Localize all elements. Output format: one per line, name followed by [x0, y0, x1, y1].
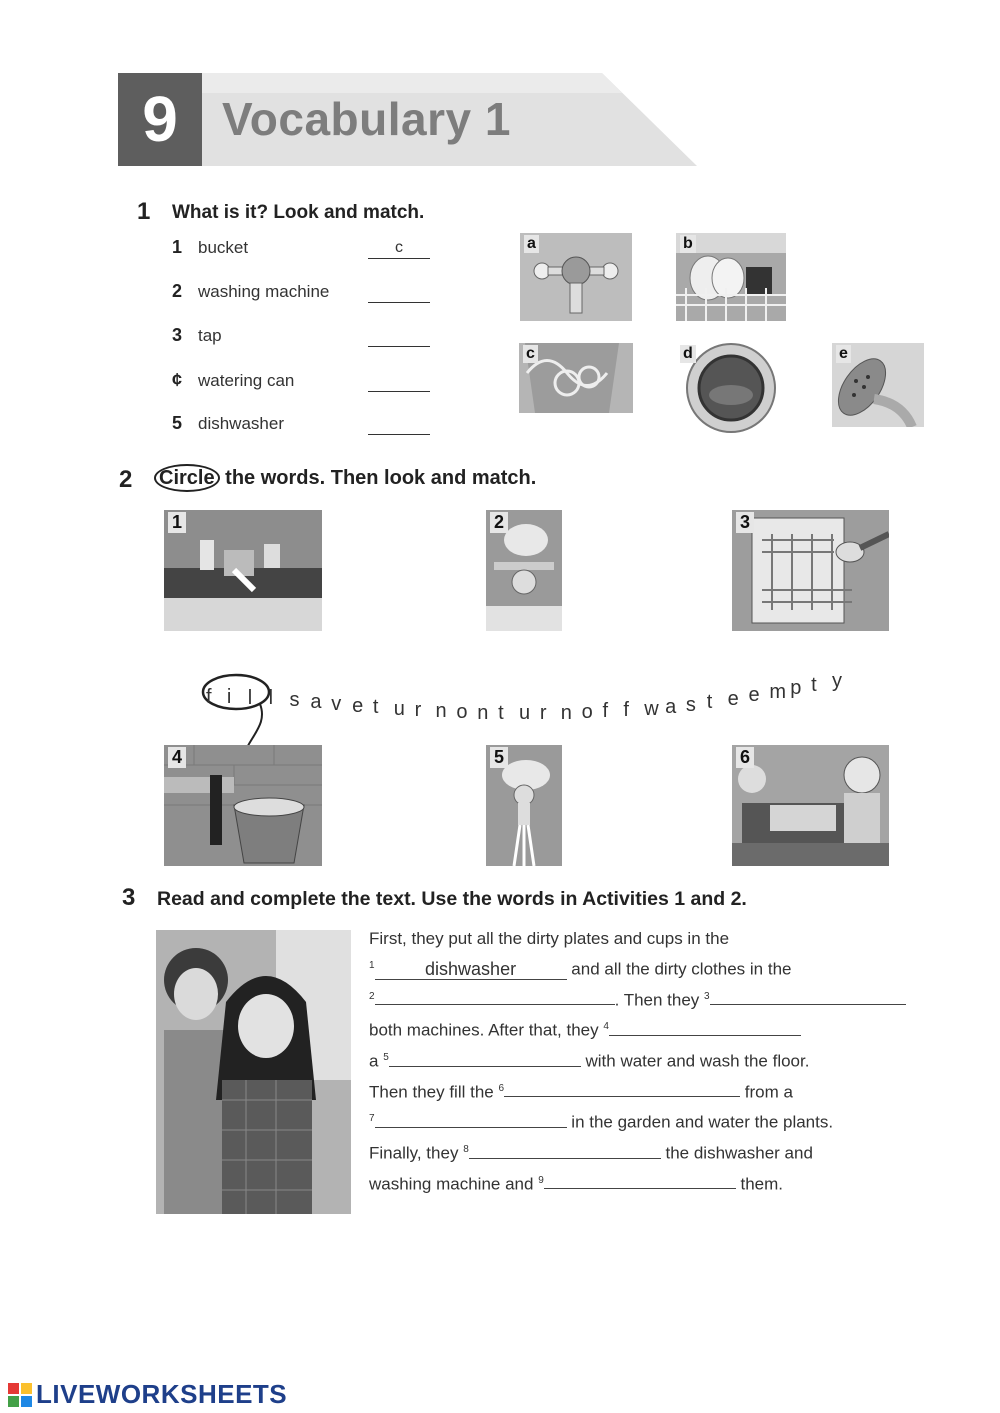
text-fragment: in the garden and water the plants.: [571, 1112, 834, 1132]
gap-number: 7: [369, 1113, 375, 1125]
snake-letter[interactable]: l: [268, 686, 274, 709]
text-fragment: Then they fill the: [369, 1082, 494, 1102]
snake-letter[interactable]: r: [539, 701, 547, 724]
snake-letter[interactable]: a: [665, 696, 677, 719]
text-fragment: Finally, they: [369, 1143, 459, 1163]
picture-number: 5: [490, 747, 508, 768]
picture-number: 6: [736, 747, 754, 768]
text-line: [369, 1075, 929, 1106]
gap-5-input[interactable]: [389, 1046, 581, 1067]
snake-letter[interactable]: e: [727, 687, 739, 710]
liveworksheets-logo-icon: [8, 1383, 32, 1407]
gap-9-input[interactable]: [544, 1168, 736, 1189]
picture-b-dishwasher: [676, 233, 786, 321]
picture-letter: a: [524, 235, 539, 253]
gap-number: 9: [538, 1174, 544, 1186]
text-line: [369, 1044, 929, 1075]
gap-6-input[interactable]: [504, 1076, 740, 1097]
snake-letter[interactable]: t: [372, 696, 379, 719]
picture-number: 3: [736, 512, 754, 533]
snake-letter[interactable]: t: [811, 673, 817, 696]
activity-1-number: 1: [137, 198, 151, 225]
picture-1-sink: [164, 510, 322, 631]
activity-3-number: 3: [122, 884, 136, 911]
item-number: 1: [172, 237, 183, 257]
page-title: Vocabulary 1: [222, 93, 511, 145]
snake-letter[interactable]: n: [560, 701, 572, 724]
item-number: ¢: [172, 370, 183, 390]
text-fragment: from a: [744, 1082, 793, 1102]
snake-letter[interactable]: s: [685, 694, 696, 717]
picture-5-tap-running: [486, 745, 562, 866]
answer-field[interactable]: [368, 371, 430, 392]
item-number: 2: [172, 281, 183, 301]
text-line: [369, 1136, 929, 1167]
item-number: 5: [172, 413, 183, 433]
picture-4-bucket-fill: [164, 745, 322, 866]
picture-e-watering-can: [832, 343, 924, 427]
circle-word: Circle: [154, 464, 220, 492]
children-illustration-icon: [156, 930, 351, 1214]
snake-letter[interactable]: u: [393, 697, 405, 720]
gap-2-input[interactable]: [375, 984, 615, 1005]
snake-letter[interactable]: v: [331, 692, 342, 715]
instruction-text: the words. Then look and match.: [225, 467, 537, 489]
item-word: washing machine: [198, 282, 330, 301]
kids-sink-icon: [732, 745, 889, 866]
item-word: tap: [198, 326, 222, 345]
gap-number: 2: [369, 990, 375, 1002]
gap-number: 8: [463, 1143, 469, 1155]
picture-3-dishwasher: [732, 510, 889, 631]
snake-letter[interactable]: m: [769, 680, 787, 703]
text-line: [369, 1167, 929, 1198]
story-text: [369, 925, 929, 1197]
snake-letter[interactable]: a: [310, 691, 322, 713]
picture-number: 1: [168, 512, 186, 533]
brand-name[interactable]: LIVEWORKSHEETS: [36, 1379, 288, 1409]
snake-letter[interactable]: r: [414, 699, 422, 722]
text-fragment: with water and wash the floor.: [585, 1051, 810, 1071]
snake-letter[interactable]: f: [206, 686, 212, 708]
text-line: [369, 1105, 929, 1136]
text-fragment: them.: [740, 1174, 784, 1194]
picture-letter: d: [680, 345, 696, 363]
gap-number: 6: [498, 1082, 505, 1094]
picture-number: 2: [490, 512, 508, 533]
answer-field[interactable]: [368, 414, 430, 435]
picture-letter: b: [680, 235, 696, 253]
item-word: bucket: [198, 238, 249, 257]
activity-3-instruction: Read and complete the text. Use the words in Activities 1 and 2.: [157, 888, 747, 910]
snake-letter[interactable]: l: [247, 686, 253, 709]
snake-letter[interactable]: e: [352, 694, 364, 717]
picture-letter: e: [836, 345, 851, 363]
picture-a-tap: [520, 233, 632, 321]
snake-letter[interactable]: f: [623, 699, 629, 722]
gap-number: 4: [603, 1021, 609, 1033]
gap-7-input[interactable]: [375, 1107, 567, 1128]
snake-letter[interactable]: e: [748, 684, 760, 707]
text-line: [369, 983, 929, 1014]
answer-field[interactable]: [368, 282, 430, 303]
item-number: 3: [172, 325, 183, 345]
gap-number: 1: [369, 960, 375, 971]
text-fragment: the dishwasher and: [665, 1143, 813, 1163]
picture-6-kids-sink: [732, 745, 889, 866]
snake-letter[interactable]: p: [790, 677, 802, 700]
snake-letter[interactable]: w: [644, 697, 659, 720]
activity-2-number: 2: [119, 466, 133, 493]
picture-number: 4: [168, 747, 186, 768]
gap-8-input[interactable]: [469, 1138, 661, 1159]
snake-letter[interactable]: o: [456, 700, 468, 723]
picture-d-washing-machine: [676, 343, 786, 433]
answer-field[interactable]: c: [368, 238, 430, 259]
dishwasher-loading-icon: [732, 510, 889, 631]
gap-1-input[interactable]: dishwasher: [375, 959, 567, 980]
text-fragment: . Then they: [614, 990, 700, 1010]
snake-letter[interactable]: t: [706, 690, 713, 713]
snake-letter[interactable]: o: [581, 700, 593, 723]
text-fragment: and all the dirty clothes in the: [571, 959, 792, 979]
snake-letter[interactable]: u: [519, 702, 531, 724]
snake-letter[interactable]: y: [832, 670, 842, 692]
snake-letter[interactable]: t: [498, 701, 504, 724]
picture-letter: c: [523, 345, 538, 363]
text-fragment: washing machine and: [369, 1174, 534, 1194]
text-line: [369, 925, 929, 952]
snake-letter[interactable]: n: [477, 701, 489, 724]
fill-bucket-icon: [164, 745, 322, 866]
snake-letter[interactable]: s: [289, 688, 300, 711]
picture-c-bucket: [519, 343, 633, 413]
snake-letter[interactable]: f: [602, 700, 609, 723]
gap-3-input[interactable]: [710, 984, 906, 1005]
item-word: watering can: [198, 371, 295, 390]
text-fragment: a: [369, 1051, 379, 1071]
text-line: [369, 952, 929, 983]
gap-4-input[interactable]: [609, 1015, 801, 1036]
activity-1-instruction: What is it? Look and match.: [172, 202, 425, 223]
text-fragment: both machines. After that, they: [369, 1020, 599, 1040]
item-word: dishwasher: [198, 414, 284, 433]
snake-letter[interactable]: i: [226, 686, 232, 709]
picture-2-tap-hand: [486, 510, 562, 631]
unit-number-badge: 9: [118, 73, 202, 166]
snake-letter[interactable]: n: [435, 700, 447, 723]
answer-field[interactable]: [368, 326, 430, 347]
gap-number: 5: [383, 1051, 389, 1063]
text-fragment: First, they put all the dirty plates and cups in the: [369, 929, 730, 948]
gap-number: 3: [704, 990, 710, 1002]
illustration-children: [156, 930, 351, 1214]
sink-icon: [164, 510, 322, 631]
text-line: [369, 1013, 929, 1044]
activity-2-instruction: [154, 467, 536, 490]
